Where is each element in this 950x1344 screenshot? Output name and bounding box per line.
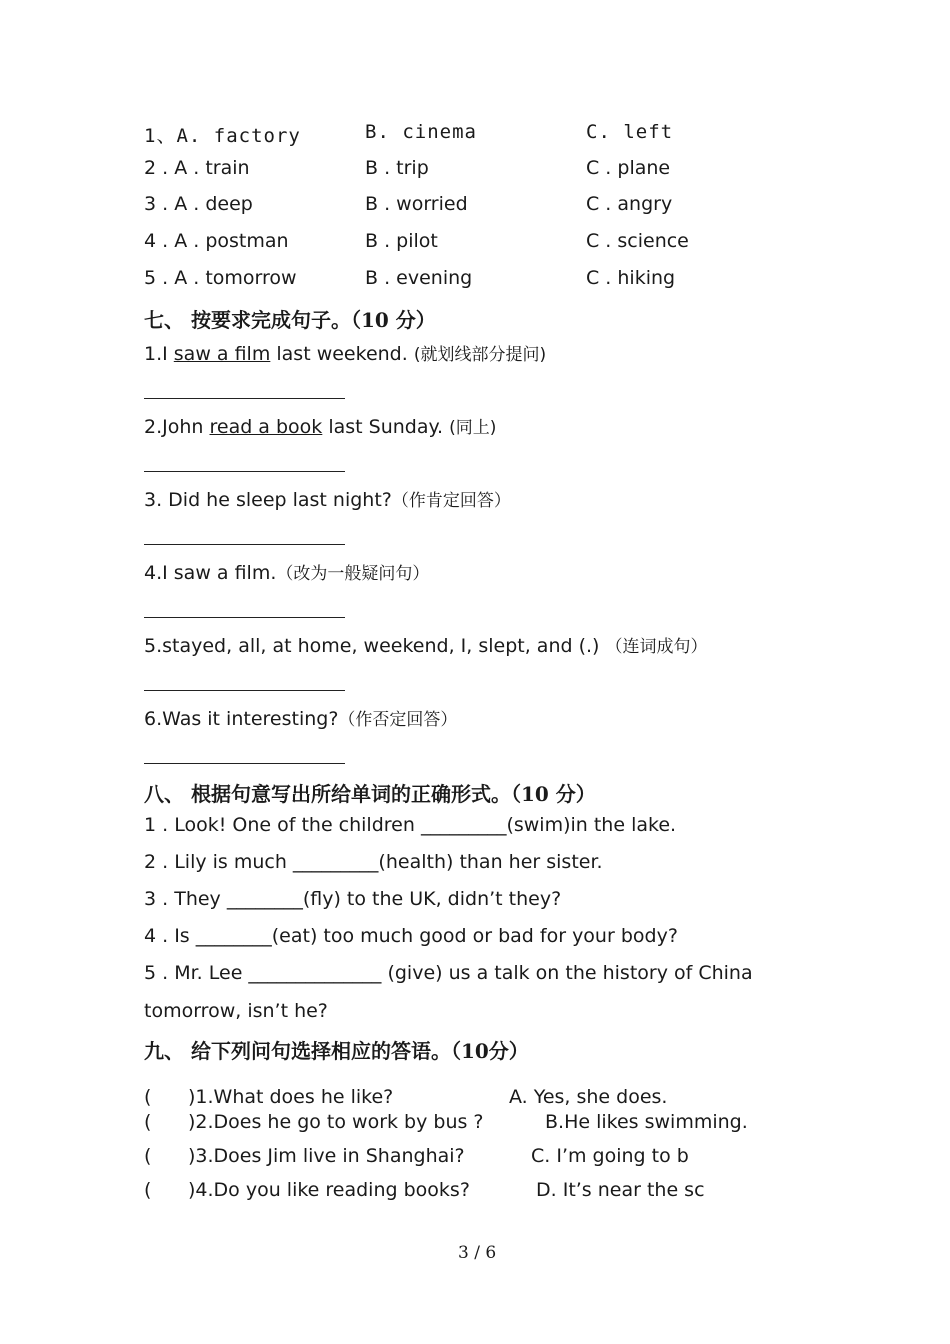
fill-item-5-cont: tomorrow, isn’t he?: [144, 1000, 328, 1022]
match-answer-c: C. I’m going to b: [531, 1145, 689, 1167]
question-7-2: [144, 413, 496, 438]
question-7-5: [144, 632, 708, 657]
option-1c: C. left: [586, 121, 674, 143]
option-3a: 3 . A . deep: [144, 193, 253, 215]
fill-item-4: 4 . Is ________(eat) too much good or bad for your body?: [144, 925, 678, 947]
answer-paren-2[interactable]: (: [144, 1111, 152, 1133]
answer-paren-1[interactable]: (: [144, 1086, 152, 1108]
option-5b: B . evening: [365, 267, 473, 289]
q7-5-note: （连词成句）: [605, 637, 708, 657]
q7-6-text: 6.Was it interesting?: [144, 708, 339, 730]
match-answer-a: A. Yes, she does.: [509, 1086, 668, 1108]
option-1b: B. cinema: [365, 121, 477, 143]
q7-2-note: (同上): [449, 418, 497, 438]
page-number: 3 / 6: [458, 1243, 497, 1263]
q7-3-text: 3. Did he sleep last night?: [144, 489, 392, 511]
section-8-title: 八、 根据句意写出所给单词的正确形式。（10 分）: [144, 782, 596, 806]
fill-item-3: 3 . They ________(fly) to the UK, didn’t they?: [144, 888, 562, 910]
answer-line-4[interactable]: [144, 617, 345, 618]
answer-line-2[interactable]: [144, 471, 345, 472]
option-5c: C . hiking: [586, 267, 676, 289]
option-4c: C . science: [586, 230, 689, 252]
option-2c: C . plane: [586, 157, 671, 179]
option-4a: 4 . A . postman: [144, 230, 289, 252]
option-1a: 1、A. factory: [144, 125, 301, 147]
question-7-4: [144, 559, 429, 584]
match-question-3: )3.Does Jim live in Shanghai?: [188, 1145, 465, 1167]
fill-item-2: 2 . Lily is much _________(health) than her sister.: [144, 851, 603, 873]
option-3b: B . worried: [365, 193, 468, 215]
q7-2-suffix: last Sunday.: [322, 416, 450, 438]
fill-item-1: 1 . Look! One of the children _________(swim)in the lake.: [144, 814, 677, 836]
question-7-6: [144, 705, 457, 730]
fill-item-5: 5 . Mr. Lee ______________ (give) us a talk on the history of China: [144, 962, 753, 984]
option-3c: C . angry: [586, 193, 673, 215]
option-2b: B . trip: [365, 157, 429, 179]
q7-1-prefix: 1.I: [144, 343, 174, 365]
answer-line-6[interactable]: [144, 763, 345, 764]
answer-line-3[interactable]: [144, 544, 345, 545]
q7-5-text: 5.stayed, all, at home, weekend, I, slept, and (.): [144, 635, 606, 657]
answer-line-1[interactable]: [144, 398, 345, 399]
question-7-3: [144, 486, 511, 511]
match-question-2: )2.Does he go to work by bus ?: [188, 1111, 484, 1133]
q7-4-text: 4.I saw a film.: [144, 562, 277, 584]
option-2a: 2 . A . train: [144, 157, 250, 179]
match-question-4: )4.Do you like reading books?: [188, 1179, 470, 1201]
q7-2-underlined: read a book: [209, 416, 323, 438]
section-7-title: 七、 按要求完成句子。（10 分）: [144, 308, 436, 332]
match-answer-b: B.He likes swimming.: [545, 1111, 748, 1133]
q7-1-note: (就划线部分提问): [413, 345, 547, 365]
section-9-title: 九、 给下列问句选择相应的答语。（10分）: [144, 1039, 529, 1063]
option-5a: 5 . A . tomorrow: [144, 267, 297, 289]
match-answer-d: D. It’s near the sc: [536, 1179, 705, 1201]
match-question-1: )1.What does he like?: [188, 1086, 394, 1108]
question-7-1: [144, 340, 546, 365]
q7-1-underlined: saw a film: [173, 343, 271, 365]
q7-3-note: （作肯定回答）: [391, 491, 511, 511]
q7-4-note: （改为一般疑问句）: [276, 564, 430, 584]
q7-1-suffix: last weekend.: [270, 343, 414, 365]
q7-2-prefix: 2.John: [144, 416, 210, 438]
option-4b: B . pilot: [365, 230, 438, 252]
answer-paren-4[interactable]: (: [144, 1179, 152, 1201]
q7-6-note: （作否定回答）: [338, 710, 458, 730]
answer-paren-3[interactable]: (: [144, 1145, 152, 1167]
answer-line-5[interactable]: [144, 690, 345, 691]
